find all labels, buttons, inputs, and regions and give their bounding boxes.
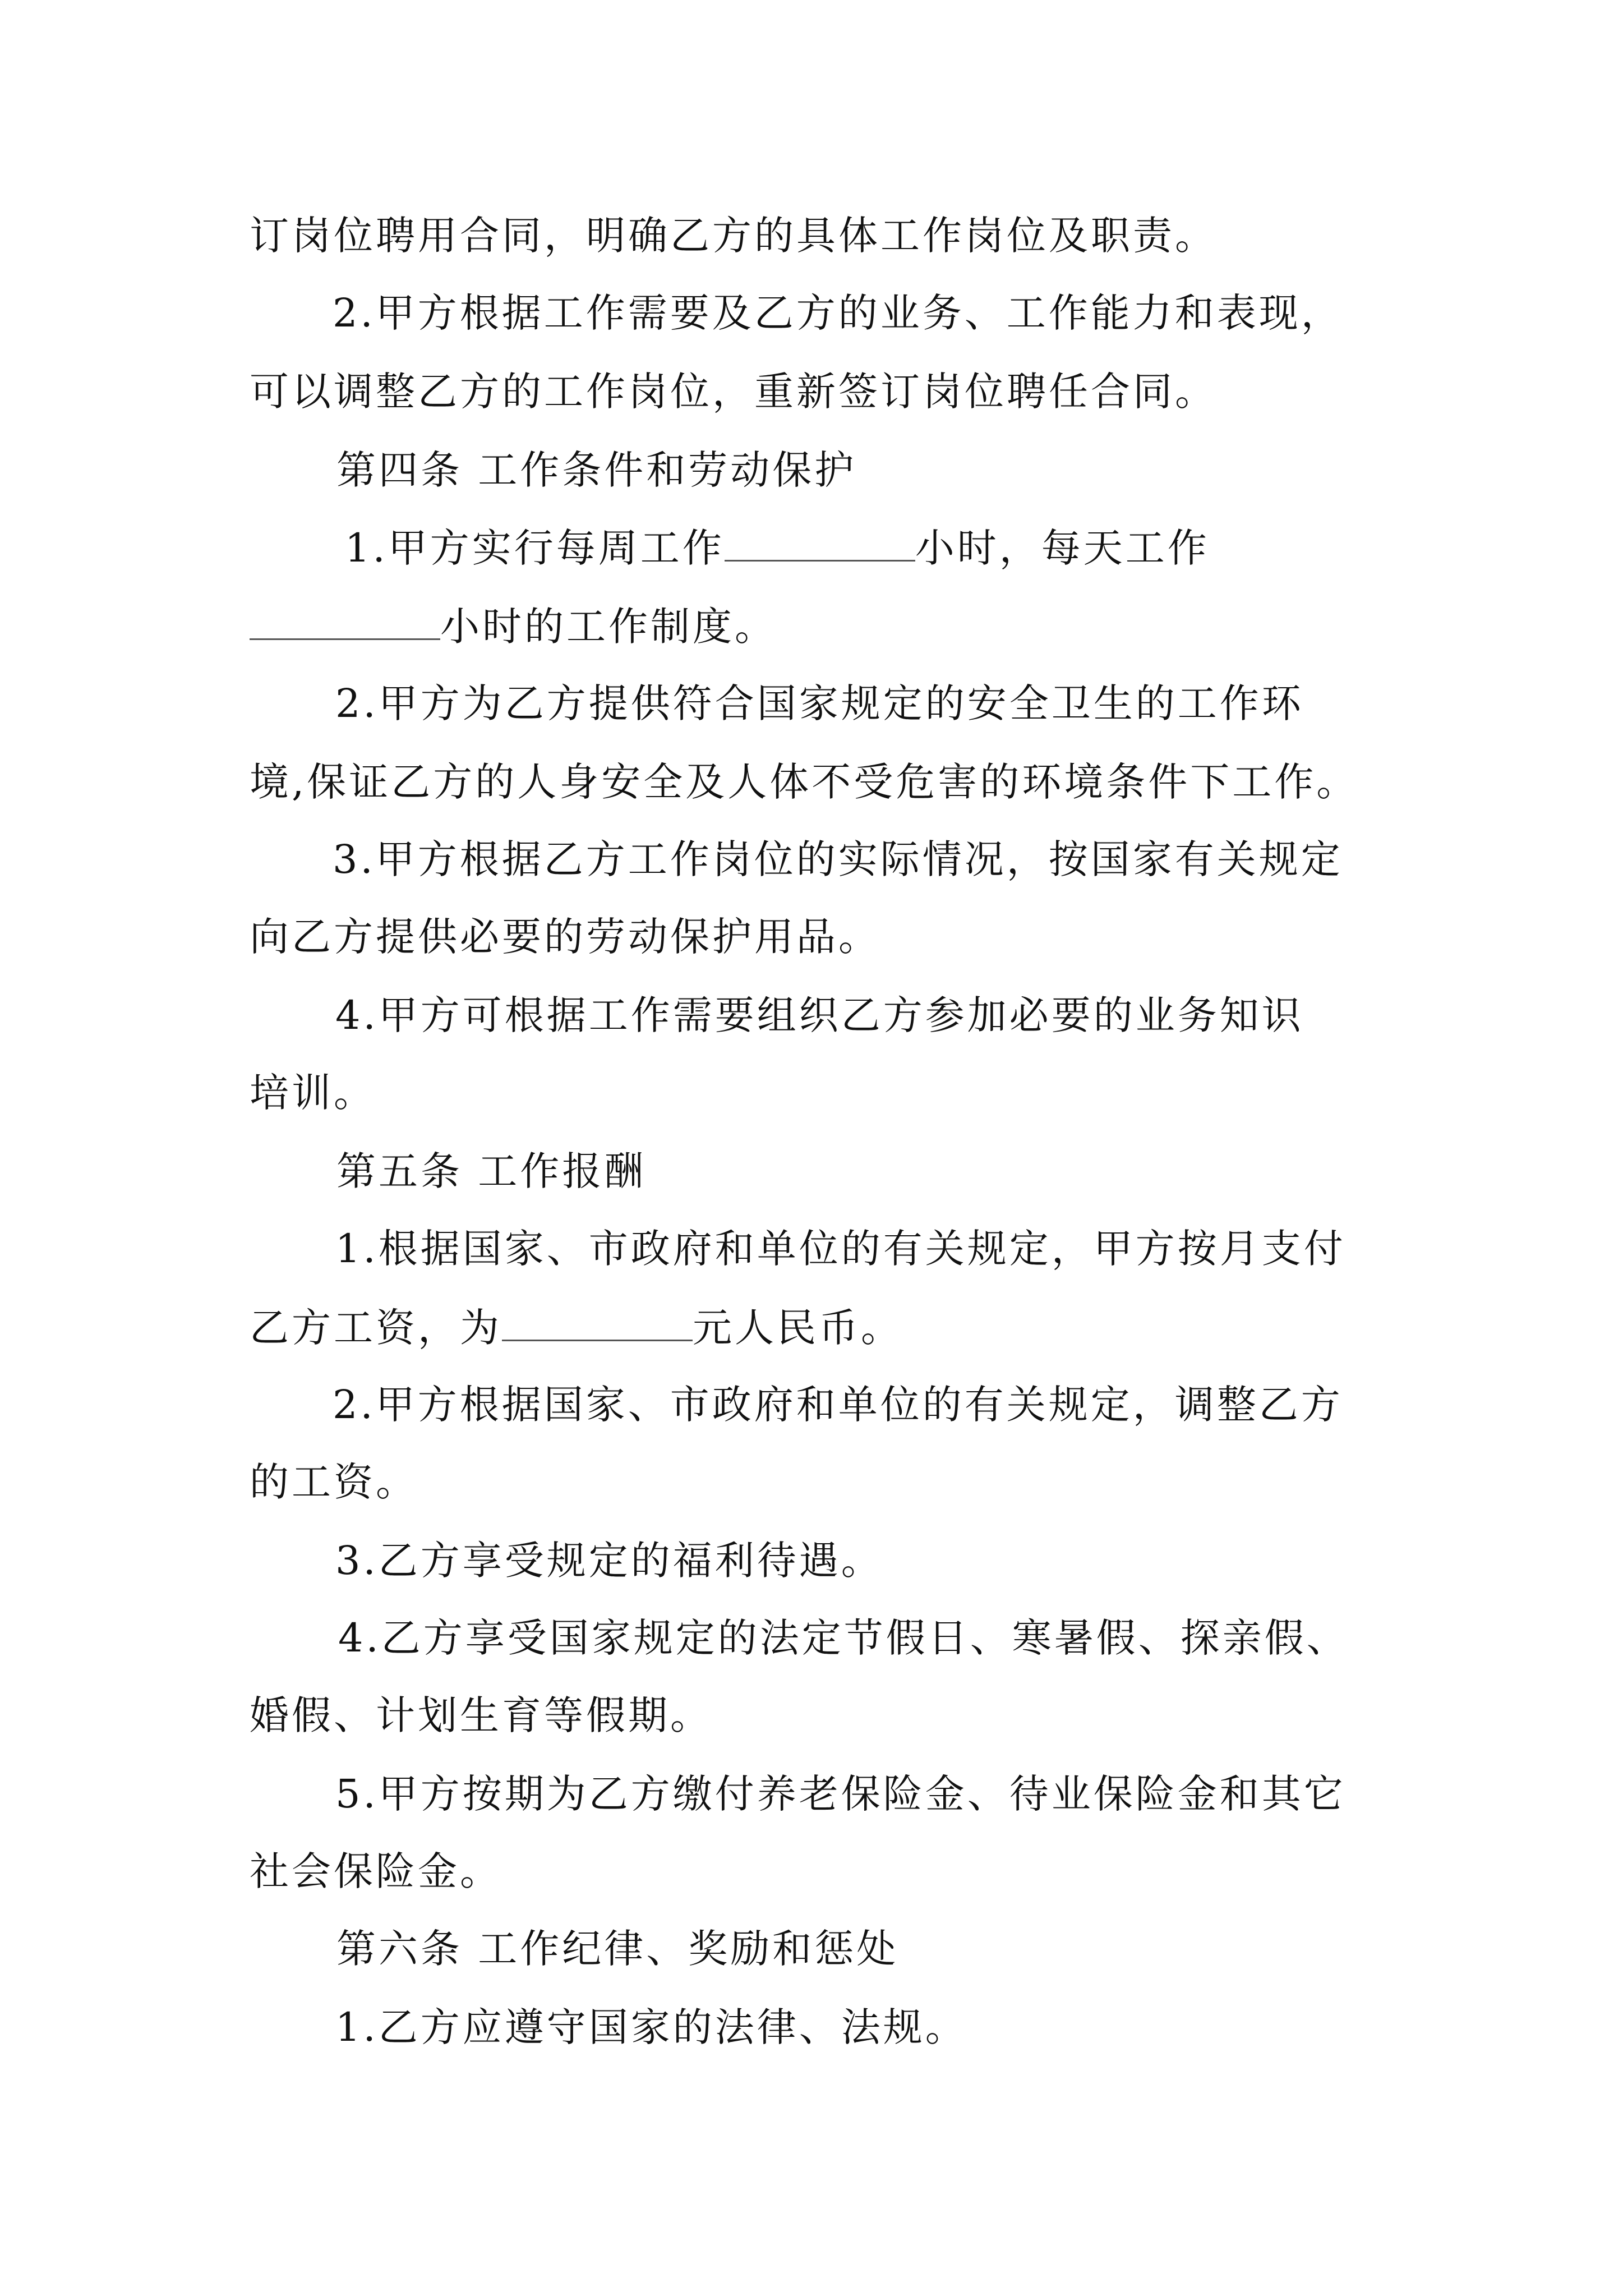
section-heading: 第五条 工作报酬 [336, 1148, 647, 1194]
text-line: 4.甲方可根据工作需要组织乙方参加必要的业务知识 [335, 992, 1304, 1038]
text-line: 社会保险金。 [250, 1848, 502, 1894]
text-line: 5.甲方按期为乙方缴付养老保险金、待业保险金和其它 [335, 1771, 1346, 1817]
text-line: 可以调整乙方的工作岗位，重新签订岗位聘任合同。 [250, 369, 1217, 415]
text-line: 3.乙方享受规定的福利待遇。 [335, 1538, 883, 1584]
text-line: 2.甲方根据工作需要及乙方的业务、工作能力和表现， [333, 290, 1343, 336]
text-line: 婚假、计划生育等假期。 [250, 1692, 712, 1738]
section-heading: 第六条 工作纪律、奖励和惩处 [336, 1926, 899, 1972]
text-line: 1.乙方应遵守国家的法律、法规。 [335, 2004, 967, 2050]
text-fragment: 小时的工作制度。 [440, 604, 777, 650]
fill-in-blank[interactable] [502, 1300, 693, 1341]
text-line: 向乙方提供必要的劳动保护用品。 [250, 914, 880, 960]
text-line: 订岗位聘用合同，明确乙方的具体工作岗位及职责。 [250, 213, 1217, 259]
text-fragment: 乙方工资，为 [250, 1305, 502, 1351]
text-line: 4.乙方享受国家规定的法定节假日、寒暑假、探亲假、 [338, 1615, 1349, 1661]
text-line: 境,保证乙方的人身安全及人体不受危害的环境条件下工作。 [250, 759, 1359, 805]
text-line [345, 521, 1382, 575]
text-line: 1.根据国家、市政府和单位的有关规定，甲方按月支付 [335, 1226, 1346, 1272]
text-fragment: 1.甲方实行每周工作 [345, 525, 725, 571]
text-line: 3.甲方根据乙方工作岗位的实际情况，按国家有关规定 [333, 836, 1343, 882]
fill-in-blank[interactable] [725, 521, 915, 562]
text-line: 培训。 [250, 1070, 376, 1116]
text-line: 的工资。 [250, 1459, 418, 1505]
text-line [250, 1300, 1394, 1355]
text-fragment: 元人民币。 [693, 1305, 903, 1351]
text-fragment: 小时，每天工作 [915, 525, 1210, 571]
text-line: 2.甲方为乙方提供符合国家规定的安全卫生的工作环 [335, 680, 1304, 726]
text-line [250, 599, 1394, 654]
section-heading: 第四条 工作条件和劳动保护 [336, 447, 857, 493]
text-line: 2.甲方根据国家、市政府和单位的有关规定，调整乙方 [333, 1382, 1343, 1428]
fill-in-blank[interactable] [250, 599, 440, 640]
